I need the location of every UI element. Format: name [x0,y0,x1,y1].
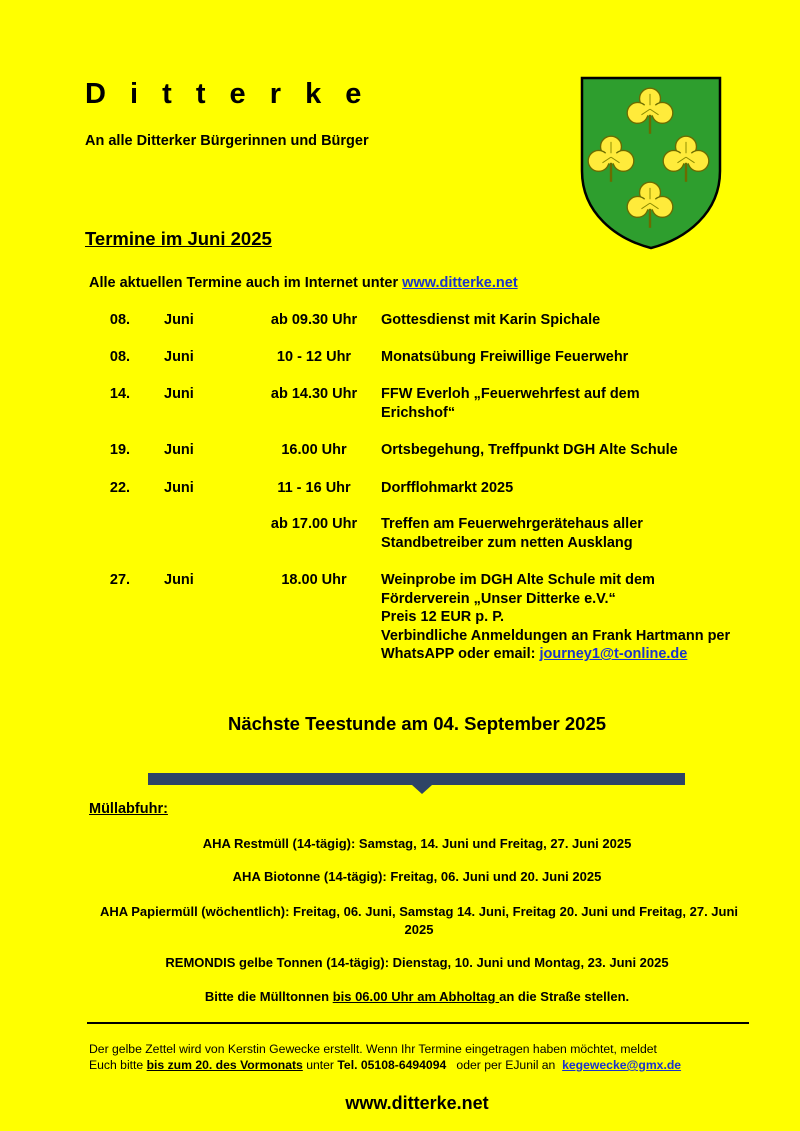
divider-notch [412,785,432,794]
divider-bar [148,773,685,785]
event-time: 18.00 Uhr [281,572,347,588]
footer-email-link[interactable]: kegewecke@gmx.de [562,1058,682,1072]
event-day: 08. [109,349,131,365]
footer-text-post: oder per EJunil an [446,1058,563,1072]
event-time: ab 17.00 Uhr [270,516,358,532]
page-subtitle: An alle Ditterker Bürgerinnen und Bürger [85,133,369,149]
event-registration: Verbindliche Anmeldungen an Frank Hartmann per WhatsAPP oder email: [381,627,731,662]
event-day: 19. [109,442,131,458]
event-description-line: Weinprobe im DGH Alte Schule mit dem Förderverein „Unser Ditterke e.V.“ [381,572,655,607]
event-description: Monatsübung Freiwillige Feuerwehr [381,349,629,365]
event-month: Juni [164,572,194,588]
event-time: ab 09.30 Uhr [270,312,358,328]
event-month: Juni [164,312,194,328]
section-title-termine: Termine im Juni 2025 [85,228,272,249]
footer-text [89,1041,769,1073]
website-link[interactable]: www.ditterke.net [402,275,518,291]
teestunde-announcement: Nächste Teestunde am 04. September 2025 [227,713,607,734]
event-month: Juni [164,480,194,496]
event-time: ab 14.30 Uhr [270,386,358,402]
footer-line-2 [89,1057,769,1073]
event-day: 22. [109,480,131,496]
event-month: Juni [164,349,194,365]
event-day: 14. [109,386,131,402]
footer-line-1: Der gelbe Zettel wird von Kerstin Gewecke erstellt. Wenn Ihr Termine eingetragen haben möchtet, meldet [89,1042,657,1056]
email-link[interactable]: journey1@t-online.de [539,646,688,662]
event-month: Juni [164,442,194,458]
event-description: Gottesdienst mit Karin Spichale [381,312,601,328]
waste-note-post: an die Straße stellen. [499,989,630,1004]
event-month: Juni [164,386,194,402]
intro-label: Alle aktuellen Termine auch im Internet unter [89,275,403,291]
event-time: 10 - 12 Uhr [276,349,352,365]
intro-text [89,275,518,291]
page-title: D i t t e r k e [85,78,370,110]
event-day: 27. [109,572,131,588]
bottom-website-url: www.ditterke.net [345,1093,489,1113]
waste-note [100,988,734,1006]
waste-note-pre: Bitte die Mülltonnen [204,989,333,1004]
footer-text-pre: Euch bitte [89,1058,147,1072]
coat-of-arms-icon [578,75,724,251]
waste-line: AHA Papiermüll (wöchentlich): Freitag, 06. Juni, Samstag 14. Juni, Freitag 20. Juni und Freitag, 27. Juni 2025 [99,904,739,937]
footer-deadline: bis zum 20. des Vormonats [146,1058,303,1072]
waste-line: AHA Restmüll (14-tägig): Samstag, 14. Juni und Freitag, 27. Juni 2025 [202,836,632,851]
event-description [381,571,731,664]
event-time: 16.00 Uhr [281,442,347,458]
waste-note-deadline: bis 06.00 Uhr am Abholtag [332,989,500,1004]
event-description: Treffen am Feuerwehrgerätehaus aller Standbetreiber zum netten Ausklang [381,516,643,551]
footer-text-mid: unter [302,1058,338,1072]
event-description: Ortsbegehung, Treffpunkt DGH Alte Schule [381,442,678,458]
event-description: Dorfflohmarkt 2025 [381,480,514,496]
waste-section-title: Müllabfuhr: [89,801,168,817]
footer-rule [87,1022,749,1024]
event-time: 11 - 16 Uhr [277,480,351,496]
event-price: Preis 12 EUR p. P. [381,609,505,625]
footer-phone: Tel. 05108-6494094 [337,1058,447,1072]
waste-line: REMONDIS gelbe Tonnen (14-tägig): Dienstag, 10. Juni und Montag, 23. Juni 2025 [165,955,669,970]
event-description: FFW Everloh „Feuerwehrfest auf dem Erichshof“ [381,386,640,421]
event-day: 08. [109,312,131,328]
waste-line: AHA Biotonne (14-tägig): Freitag, 06. Juni und 20. Juni 2025 [232,869,602,884]
